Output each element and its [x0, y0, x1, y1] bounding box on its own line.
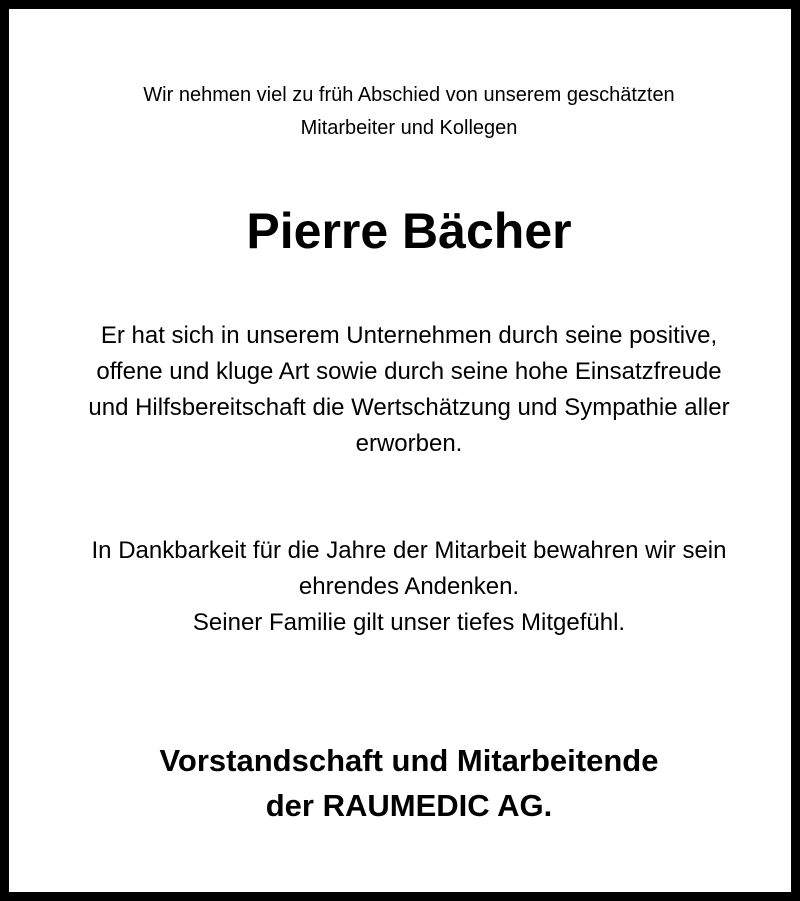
tribute-line-4: erworben. — [355, 430, 463, 457]
signature-line-1: Vorstandschaft und Mitarbeitende — [159, 743, 659, 778]
signature-line-2: der RAUMEDIC AG. — [265, 788, 553, 823]
gratitude-line-1: In Dankbarkeit für die Jahre der Mitarbeit bewahren wir sein — [91, 537, 727, 564]
deceased-name: Pierre Bächer — [246, 203, 572, 259]
tribute-line-2: offene und kluge Art sowie durch seine hohe Einsatzfreude — [96, 358, 722, 385]
tribute-line-1: Er hat sich in unserem Unternehmen durch seine positive, — [100, 322, 718, 349]
intro-line-1: Wir nehmen viel zu früh Abschied von unserem geschätzten — [143, 84, 675, 106]
condolence-line: Seiner Familie gilt unser tiefes Mitgefühl. — [192, 609, 626, 636]
gratitude-line-2: ehrendes Andenken. — [298, 573, 520, 600]
tribute-line-3: und Hilfsbereitschaft die Wertschätzung und Sympathie aller — [88, 394, 730, 421]
intro-line-2: Mitarbeiter und Kollegen — [300, 117, 518, 139]
